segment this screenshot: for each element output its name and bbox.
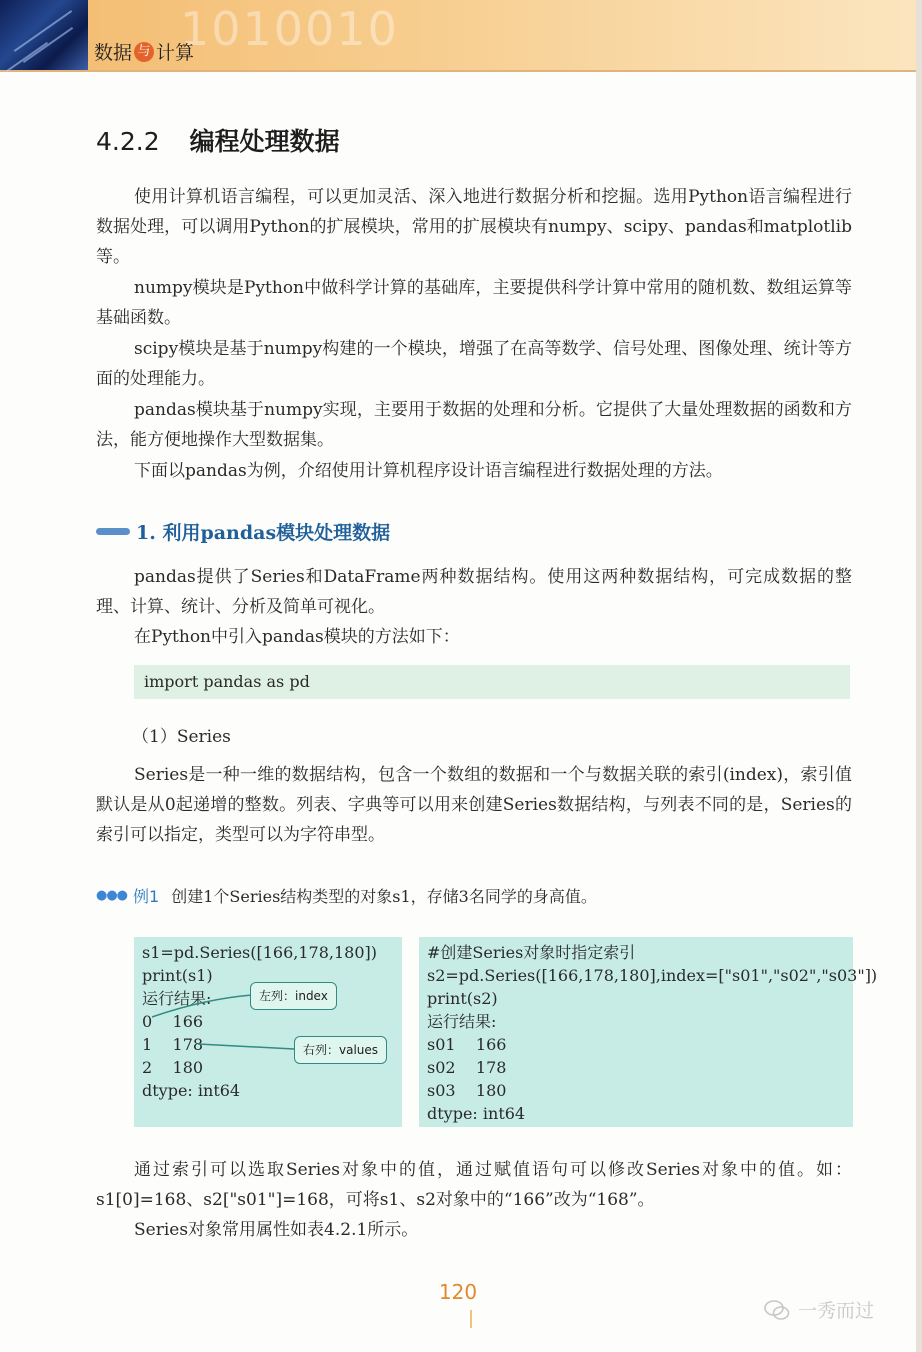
chapter-title-a: 数据 [94,42,133,64]
page-number: 120 [438,1280,478,1304]
code-line: s01 166 [427,1035,507,1054]
after-paragraph-2: Series对象常用属性如表4.2.1所示。 [134,1220,419,1240]
code-line: dtype: int64 [142,1081,241,1100]
chapter-title [94,38,194,65]
code-line: print(s2) [427,989,498,1008]
intro-paragraph-4: pandas模块基于numpy实现，主要用于数据的处理和分析。它提供了大量处理数据的函数和方法，能方便地操作大型数据集。 [96,400,852,450]
code-line: dtype: int64 [427,1104,526,1123]
intro-paragraph-1: 使用计算机语言编程，可以更加灵活、深入地进行数据分析和挖掘。选用Python语言编程进行数据处理，可以调用Python的扩展模块，常用的扩展模块有numpy、scipy、pandas和matplotlib等。 [96,187,852,267]
header-digits: 1010010 [180,2,399,56]
code-line: 运行结果: [427,1012,497,1031]
header-decor-image [0,0,88,70]
import-code-box: import pandas as pd [134,665,850,699]
section-title: 编程处理数据 [189,127,340,156]
code-line: s2=pd.Series([166,178,180],index=["s01","s02","s03"]) [427,966,878,985]
page-edge [916,0,922,1352]
intro-paragraph-2: numpy模块是Python中做科学计算的基础库，主要提供科学计算中常用的随机数、数组运算等基础函数。 [96,278,852,328]
callout-values: 右列：values [294,1036,387,1064]
subsection-bar-icon [96,528,130,535]
example-label: 例1 [133,887,160,906]
wechat-icon [764,1299,790,1321]
import-intro-paragraph: 在Python中引入pandas模块的方法如下： [134,627,460,647]
page-number-tick [470,1310,472,1328]
after-paragraph-1: 通过索引可以选取Series对象中的值，通过赋值语句可以修改Series对象中的值。如：s1[0]=168、s2["s01"]=168，可将s1、s2对象中的“166”改为“168”。 [96,1160,852,1210]
example-dots-icon: ●●● [96,888,128,903]
subsection-heading [96,518,390,545]
code-line: 运行结果: [142,989,212,1008]
series-heading: （1）Series [132,727,231,747]
code-line: 0 166 [142,1012,204,1031]
subsection-title: 1. 利用pandas模块处理数据 [136,522,391,544]
callout-connectors [134,937,402,1127]
code-line: 1 178 [142,1035,204,1054]
intro-paragraph-5: 下面以pandas为例，介绍使用计算机程序设计语言编程进行数据处理的方法。 [134,461,723,481]
watermark-text: 一秀而过 [798,1300,875,1322]
code-line: s03 180 [427,1081,507,1100]
pandas-intro-paragraph: pandas提供了Series和DataFrame两种数据结构。使用这两种数据结构，可完成数据的整理、计算、统计、分析及简单可视化。 [96,567,852,617]
example-1 [96,884,597,907]
section-number: 4.2.2 [96,127,160,156]
intro-paragraph-3: scipy模块是基于numpy构建的一个模块，增强了在高等数学、信号处理、图像处理、统计等方面的处理能力。 [96,339,852,389]
code-line: s02 178 [427,1058,507,1077]
series-description: Series是一种一维的数据结构，包含一个数组的数据和一个与数据关联的索引(index)，索引值默认是从0起递增的整数。列表、字典等可以用来创建Series数据结构，与列表不同的是，Series的索引可以指定，类型可以为字符串型。 [96,765,852,845]
page-header [0,0,916,72]
code-line: print(s1) [142,966,213,985]
section-heading [96,122,340,158]
code-line: s1=pd.Series([166,178,180]) [142,943,377,962]
watermark [764,1296,874,1323]
callout-index: 左列：index [250,982,337,1010]
code-line: 2 180 [142,1058,204,1077]
chapter-title-b: 计算 [156,42,195,64]
code-block-right [419,937,878,1127]
code-line: #创建Series对象时指定索引 [427,943,636,962]
chapter-title-circle: 与 [134,42,154,62]
example-text: 创建1个Series结构类型的对象s1，存储3名同学的身高值。 [171,887,597,906]
